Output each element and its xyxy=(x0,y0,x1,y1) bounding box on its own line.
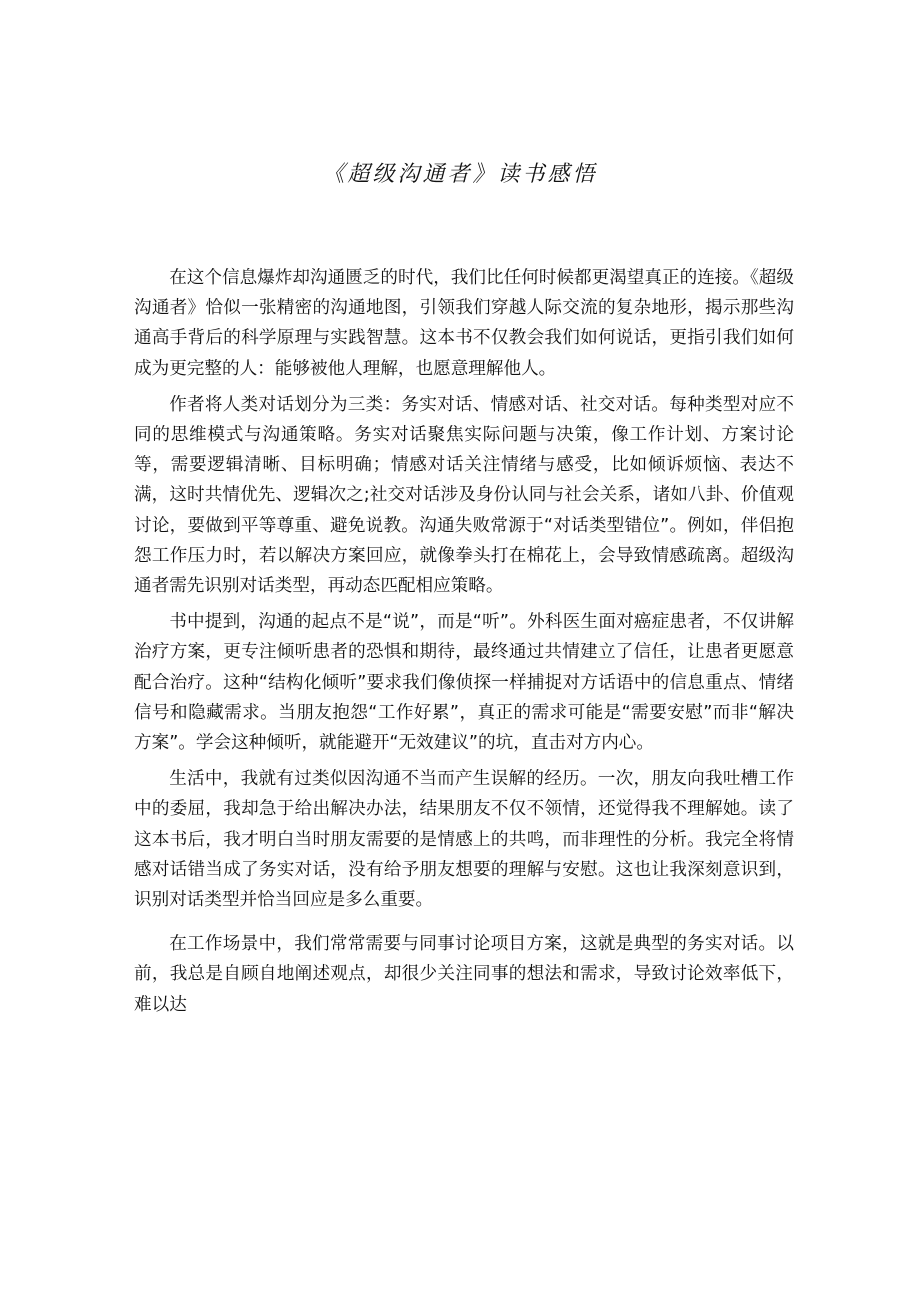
paragraph-intro: 在这个信息爆炸却沟通匮乏的时代，我们比任何时候都更渴望真正的连接。《超级沟通者》恰似一张精密的沟通地图，引领我们穿越人际交流的复杂地形，揭示那些沟通高手背后的科学原理与实践智慧。这本书不仅教会我们如何说话，更指引我们如何成为更完整的人：能够被他人理解，也愿意理解他人。 xyxy=(134,268,794,379)
paragraph-dialogue-types: 作者将人类对话划分为三类：务实对话、情感对话、社交对话。每种类型对应不同的思维模式与沟通策略。务实对话聚焦实际问题与决策，像工作计划、方案讨论等，需要逻辑清晰、目标明确；情感对话关注情绪与感受，比如倾诉烦恼、表达不满，这时共情优先、逻辑次之;社交对话涉及身份认同与社会关系，诸如八卦、价值观讨论，要做到平等尊重、避免说教。沟通失败常源于“对话类型错位”。例如，伴侣抱怨工作压力时，若以解决方案回应，就像拳头打在棉花上，会导致情感疏离。超级沟通者需先识别对话类型，再动态匹配相应策略。 xyxy=(134,394,794,597)
document-body xyxy=(134,263,794,1020)
document-title: 《超级沟通者》读书感悟 xyxy=(322,162,598,187)
paragraph-personal-experience: 生活中，我就有过类似因沟通不当而产生误解的经历。一次，朋友向我吐槽工作中的委屈，我却急于给出解决办法，结果朋友不仅不领情，还觉得我不理解她。读了这本书后，我才明白当时朋友需要的是情感上的共鸣，而非理性的分析。我完全将情感对话错当成了务实对话，没有给予朋友想要的理解与安慰。这也让我深刻意识到，识别对话类型并恰当回应是多么重要。 xyxy=(134,769,794,911)
paragraph-work-scenario: 在工作场景中，我们常常需要与同事讨论项目方案，这就是典型的务实对话。以前，我总是自顾自地阐述观点，却很少关注同事的想法和需求，导致讨论效率低下，难以达 xyxy=(134,934,794,1015)
paragraph-listening: 书中提到，沟通的起点不是“说”，而是“听”。外科医生面对癌症患者，不仅讲解治疗方案，更专注倾听患者的恐惧和期待，最终通过共情建立了信任，让患者更愿意配合治疗。这种“结构化倾听”要求我们像侦探一样捕捉对方话语中的信息重点、情绪信号和隐藏需求。当朋友抱怨“工作好累”，真正的需求可能是“需要安慰”而非“解决方案”。学会这种倾听，就能避开“无效建议”的坑，直击对方内心。 xyxy=(134,612,794,754)
